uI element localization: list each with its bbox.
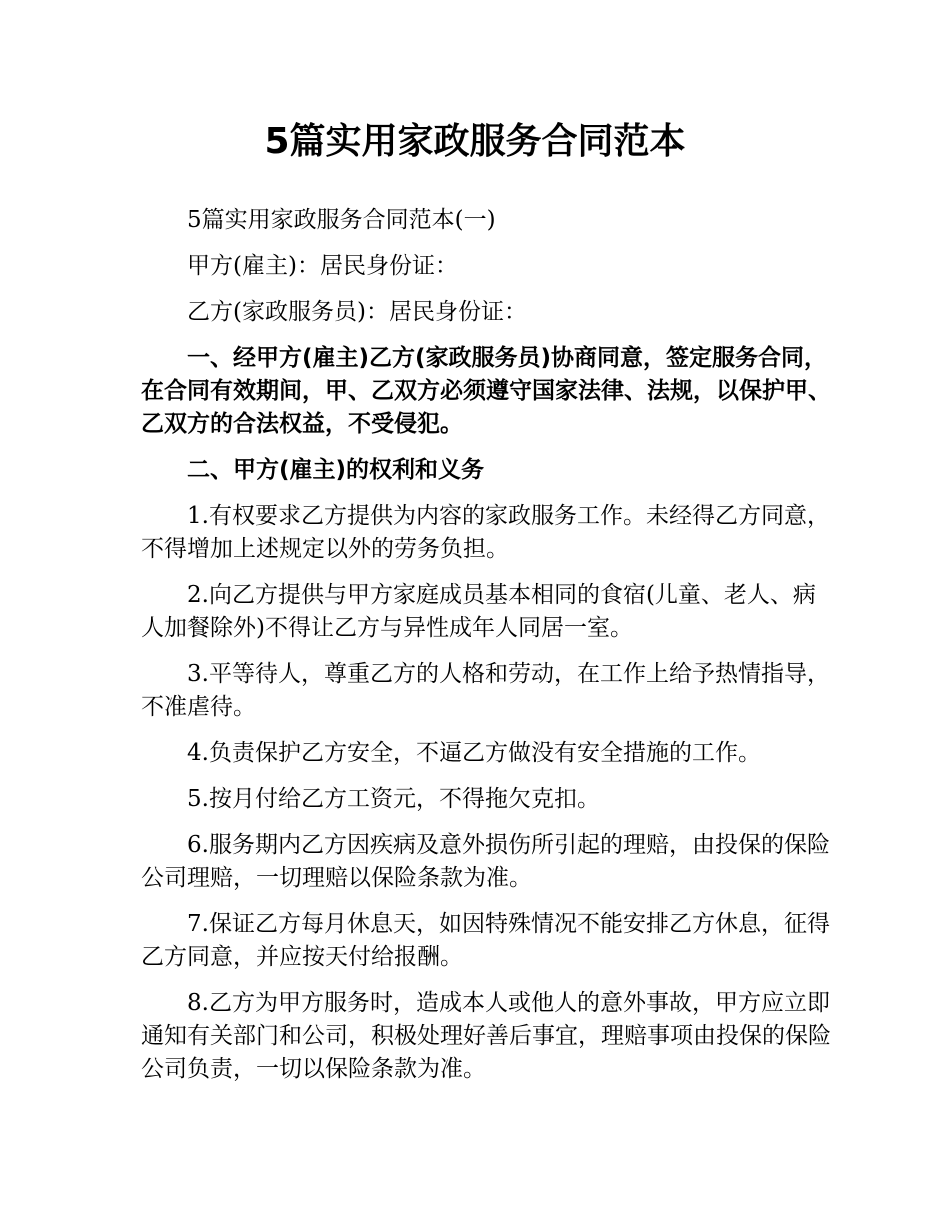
clause-one: 一、经甲方(雇主)乙方(家政服务员)协商同意，签定服务合同，在合同有效期间，甲、乙双方必须遵守国家法律、法规，以保护甲、乙双方的合法权益，不受侵犯。 xyxy=(141,345,831,437)
clause-item: 7.保证乙方每月休息天，如因特殊情况不能安排乙方休息，征得乙方同意，并应按天付给报酬。 xyxy=(141,911,830,970)
clause-item: 5.按月付给乙方工资元，不得拖欠克扣。 xyxy=(187,786,600,812)
clause-item: 8.乙方为甲方服务时，造成本人或他人的意外事故，甲方应立即通知有关部门和公司，积极处理好善后事宜，理赔事项由投保的保险公司负责，一切以保险条款为准。 xyxy=(141,990,831,1082)
party-a-line: 甲方(雇主)：居民身份证： xyxy=(187,253,458,279)
section-heading: 5篇实用家政服务合同范本(一) xyxy=(187,207,496,233)
document-title: 5篇实用家政服务合同范本 xyxy=(264,121,686,162)
clause-item: 1.有权要求乙方提供为内容的家政服务工作。未经得乙方同意，不得增加上述规定以外的劳务负担。 xyxy=(141,503,830,562)
clause-item: 3.平等待人，尊重乙方的人格和劳动，在工作上给予热情指导，不准虐待。 xyxy=(141,661,830,720)
clause-item: 6.服务期内乙方因疾病及意外损伤所引起的理赔，由投保的保险公司理赔，一切理赔以保险条款为准。 xyxy=(141,832,830,891)
document-body xyxy=(141,204,831,1099)
clause-item: 2.向乙方提供与甲方家庭成员基本相同的食宿(儿童、老人、病人加餐除外)不得让乙方与异性成年人同居一室。 xyxy=(141,582,816,641)
party-b-line: 乙方(家政服务员)：居民身份证： xyxy=(187,299,527,325)
clause-item: 4.负责保护乙方安全，不逼乙方做没有安全措施的工作。 xyxy=(187,740,761,766)
clause-two-heading: 二、甲方(雇主)的权利和义务 xyxy=(187,457,485,483)
